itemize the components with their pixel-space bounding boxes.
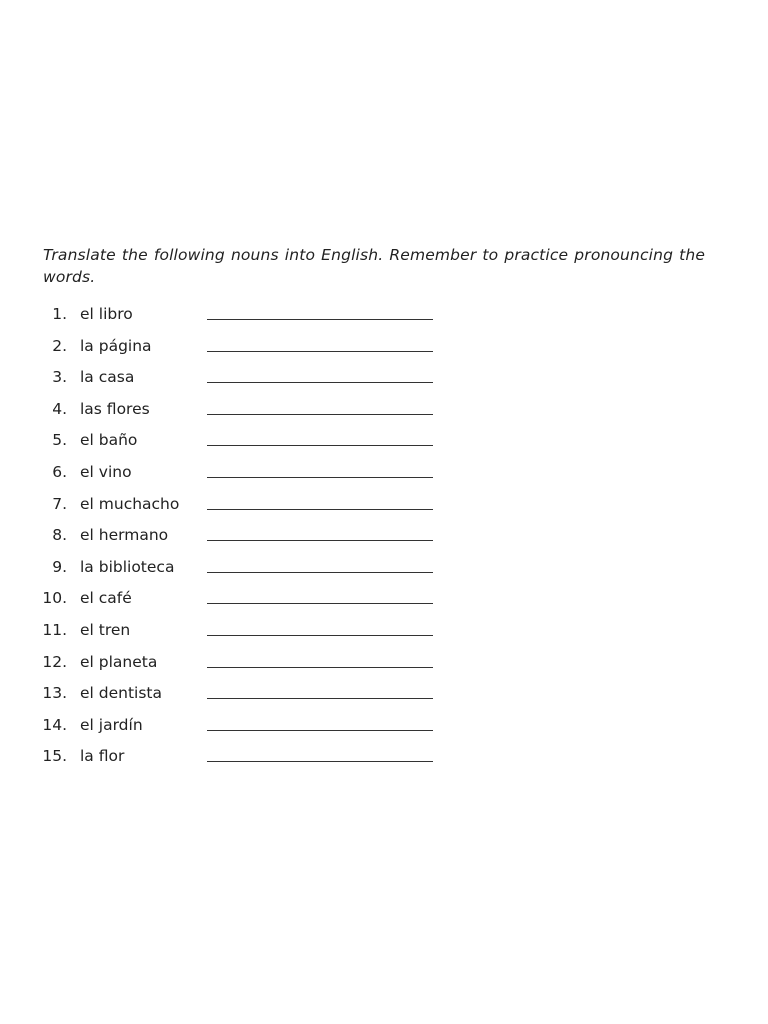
item-number: 2. (52, 336, 67, 355)
answer-blank[interactable] (207, 414, 433, 415)
item-number: 6. (52, 462, 67, 481)
vocabulary-list (0, 302, 768, 776)
answer-blank[interactable] (207, 540, 433, 541)
list-item (0, 397, 768, 429)
answer-blank[interactable] (207, 635, 433, 636)
instructions-text: Translate the following nouns into English. Remember to practice pronouncing the words. (43, 246, 706, 286)
list-item (0, 681, 768, 713)
answer-blank[interactable] (207, 603, 433, 604)
list-item (0, 650, 768, 682)
item-number: 11. (42, 620, 67, 639)
list-item (0, 492, 768, 524)
spanish-noun: el planeta (80, 652, 158, 671)
spanish-noun: el tren (80, 620, 131, 639)
item-number: 8. (52, 526, 67, 545)
spanish-noun: el jardín (80, 715, 143, 734)
spanish-noun: el café (80, 589, 132, 608)
item-number: 5. (52, 431, 67, 450)
list-item (0, 586, 768, 618)
list-item (0, 744, 768, 776)
spanish-noun: el hermano (80, 526, 169, 545)
list-item (0, 365, 768, 397)
list-item (0, 555, 768, 587)
answer-blank[interactable] (207, 572, 433, 573)
item-number: 7. (52, 494, 67, 513)
item-number: 4. (52, 399, 67, 418)
answer-blank[interactable] (207, 319, 433, 320)
spanish-noun: el vino (80, 462, 132, 481)
answer-blank[interactable] (207, 667, 433, 668)
spanish-noun: el dentista (80, 684, 163, 703)
spanish-noun: la biblioteca (80, 557, 175, 576)
spanish-noun: la página (80, 336, 152, 355)
spanish-noun: el muchacho (80, 494, 180, 513)
spanish-noun: el libro (80, 305, 133, 323)
answer-blank[interactable] (207, 351, 433, 352)
answer-blank[interactable] (207, 698, 433, 699)
item-number: 14. (42, 715, 67, 734)
list-item (0, 428, 768, 460)
answer-blank[interactable] (207, 382, 433, 383)
list-item (0, 618, 768, 650)
answer-blank[interactable] (207, 445, 433, 446)
item-number: 10. (42, 589, 67, 608)
spanish-noun: las flores (80, 399, 150, 418)
list-item (0, 523, 768, 555)
list-item (0, 460, 768, 492)
item-number: 9. (52, 557, 67, 576)
answer-blank[interactable] (207, 477, 433, 478)
spanish-noun: la flor (80, 747, 125, 766)
list-item (0, 713, 768, 745)
item-number: 3. (52, 368, 67, 387)
answer-blank[interactable] (207, 730, 433, 731)
answer-blank[interactable] (207, 509, 433, 510)
spanish-noun: la casa (80, 368, 135, 387)
item-number: 1. (52, 305, 67, 323)
item-number: 12. (42, 652, 67, 671)
item-number: 15. (42, 747, 67, 766)
list-item (0, 334, 768, 366)
answer-blank[interactable] (207, 761, 433, 762)
list-item (0, 302, 768, 334)
spanish-noun: el baño (80, 431, 138, 450)
item-number: 13. (42, 684, 67, 703)
